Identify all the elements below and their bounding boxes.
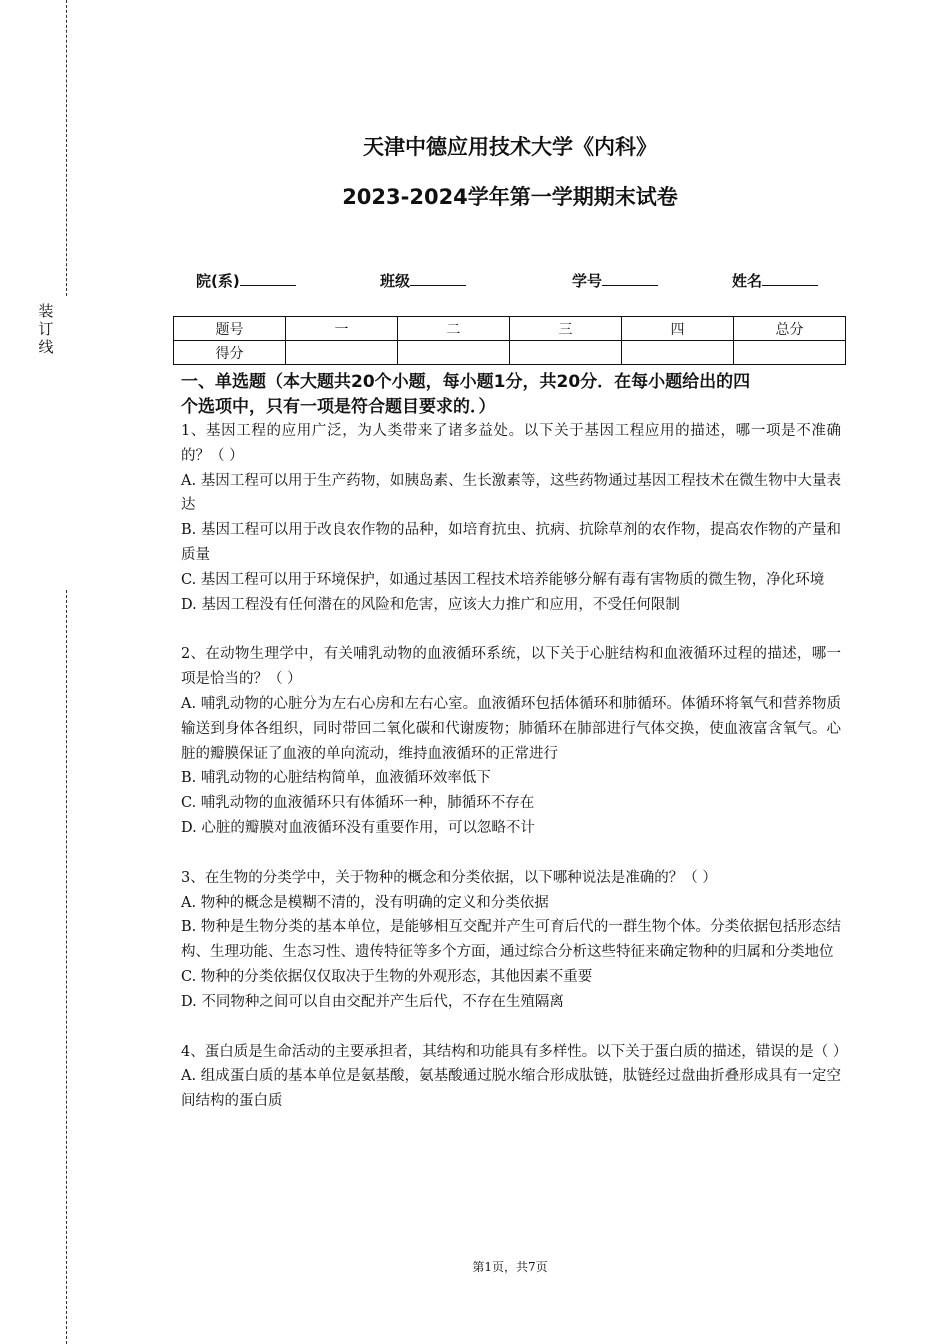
option-d: D. 基因工程没有任何潜在的风险和危害，应该大力推广和应用，不受任何限制 (181, 596, 680, 613)
exam-subtitle: 2023-2024学年第一学期期末试卷 (342, 185, 678, 209)
table-cell (398, 341, 510, 365)
question-stem: 1、基因工程的应用广泛，为人类带来了诸多益处。以下关于基因工程应用的描述，哪一项是不准确的？（ ） (181, 423, 841, 464)
section-heading (181, 370, 841, 420)
table-cell: 得分 (174, 341, 286, 365)
question-stem: 4、蛋白质是生命活动的主要承担者，其结构和功能具有多样性。以下关于蛋白质的描述，错误的是（ ） (181, 1043, 848, 1060)
option-d: D. 不同物种之间可以自由交配并产生后代，不存在生殖隔离 (181, 993, 564, 1010)
option-c: C. 哺乳动物的血液循环只有体循环一种，肺循环不存在 (181, 795, 535, 812)
class-field (380, 270, 466, 291)
college-blank (240, 271, 296, 286)
binding-char: 订 (38, 320, 54, 338)
question-3 (181, 866, 841, 1015)
table-cell (286, 341, 398, 365)
table-cell (510, 341, 622, 365)
student-id-label: 学号 (572, 272, 603, 290)
class-blank (410, 271, 466, 286)
option-b: B. 物种是生物分类的基本单位，是能够相互交配并产生可育后代的一群生物个体。分类依据包括形态结构、生理功能、生态习性、遗传特征等多个方面，通过综合分析这些特征来确定物种的归属和分类地位 (181, 919, 841, 961)
table-row (174, 317, 846, 341)
question-4 (181, 1040, 848, 1114)
option-c: C. 基因工程可以用于环境保护，如通过基因工程技术培养能够分解有毒有害物质的微生物，净化环境 (181, 571, 825, 588)
student-id-blank (602, 271, 658, 286)
option-a: A. 物种的概念是模糊不清的，没有明确的定义和分类依据 (181, 894, 549, 911)
question-stem: 3、在生物的分类学中，关于物种的概念和分类依据，以下哪种说法是准确的？（ ） (181, 869, 717, 886)
question-2 (181, 642, 841, 840)
option-b: B. 基因工程可以用于改良农作物的品种，如培育抗虫、抗病、抗除草剂的农作物，提高农作物的产量和质量 (181, 522, 841, 563)
option-c: C. 物种的分类依据仅仅取决于生物的外观形态，其他因素不重要 (181, 968, 593, 985)
table-cell (734, 341, 846, 365)
student-id-field (572, 270, 658, 291)
table-header-cell: 三 (510, 317, 622, 341)
table-header-cell: 二 (398, 317, 510, 341)
section-heading-line: 个选项中，只有一项是符合题目要求的．） (181, 397, 496, 417)
table-row (174, 341, 846, 365)
question-list (181, 419, 848, 1114)
table-header-cell: 总分 (734, 317, 846, 341)
table-header-cell: 题号 (174, 317, 286, 341)
table-header-cell: 一 (286, 317, 398, 341)
college-field (196, 270, 296, 291)
binding-label (36, 302, 56, 356)
option-b: B. 哺乳动物的心脏结构简单，血液循环效率低下 (181, 770, 491, 787)
college-label: 院(系) (196, 272, 240, 290)
score-table (173, 316, 846, 365)
option-d: D. 心脏的瓣膜对血液循环没有重要作用，可以忽略不计 (181, 819, 535, 836)
exam-title: 天津中德应用技术大学《内科》 (363, 135, 657, 159)
option-a: A. 基因工程可以用于生产药物，如胰岛素、生长激素等，这些药物通过基因工程技术在微生物中大量表达 (181, 472, 841, 514)
binding-char: 线 (38, 338, 54, 356)
table-header-cell: 四 (622, 317, 734, 341)
page-footer: 第1页，共7页 (472, 1260, 548, 1274)
option-a: A. 哺乳动物的心脏分为左右心房和左右心室。血液循环包括体循环和肺循环。体循环将氧气和营养物质输送到身体各组织，同时带回二氧化碳和代谢废物；肺循环在肺部进行气体交换，使血液富含氧气。心脏的瓣膜保证了血液的单向流动，维持血液循环的正常进行 (181, 695, 841, 762)
option-a: A. 组成蛋白质的基本单位是氨基酸，氨基酸通过脱水缩合形成肽链，肽链经过盘曲折叠形成具有一定空间结构的蛋白质 (181, 1068, 841, 1110)
question-1 (181, 419, 841, 617)
class-label: 班级 (380, 272, 411, 290)
table-cell (622, 341, 734, 365)
section-heading-line: 一、单选题（本大题共20个小题，每小题1分，共20分．在每小题给出的四 (181, 372, 751, 392)
name-blank (762, 271, 818, 286)
name-label: 姓名 (732, 272, 763, 290)
binding-char: 装 (38, 302, 54, 320)
question-stem: 2、在动物生理学中，有关哺乳动物的血液循环系统，以下关于心脏结构和血液循环过程的描述，哪一项是恰当的？（ ） (181, 646, 841, 688)
name-field (732, 270, 818, 291)
